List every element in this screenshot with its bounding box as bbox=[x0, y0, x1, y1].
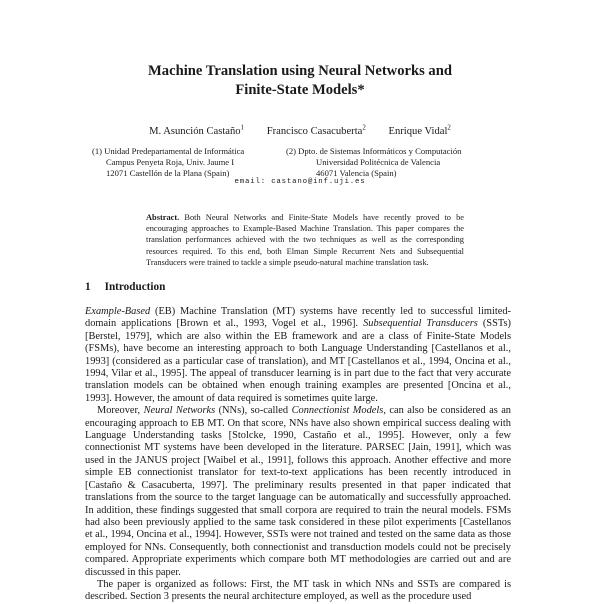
italic-term: Subsequential Transducers bbox=[363, 318, 478, 330]
section-number: 1 bbox=[85, 281, 91, 293]
text-run: (EB) Machine Translation (MT) systems have recently led to successful limited-domain applications [Brown et al., 1993, Vogel et al., 1996]. bbox=[85, 306, 511, 330]
paper-title bbox=[0, 62, 600, 100]
paragraph-2 bbox=[85, 405, 511, 579]
author-3: Enrique Vidal$^2$ bbox=[388, 123, 451, 137]
text-run: (NNs), so-called bbox=[215, 405, 292, 417]
affiliation-2-line-1: (2) Dpto. de Sistemas Informáticos y Computación bbox=[286, 146, 462, 156]
text-run: Moreover, bbox=[97, 405, 144, 417]
author-list bbox=[0, 121, 600, 138]
section-title: Introduction bbox=[104, 281, 166, 293]
author-1: M. Asunción Castaño$^1$ bbox=[149, 123, 245, 137]
italic-term: Example-Based bbox=[85, 306, 151, 317]
section-heading bbox=[85, 281, 165, 293]
abstract bbox=[146, 212, 464, 268]
title-line-1: Machine Translation using Neural Networks and bbox=[148, 63, 452, 79]
text-run: (SSTs) [Berstel, 1979], which are also within the EB framework and are a class of Finite-State Models (FSMs), have become an interesting approach to both Language Understanding [Castellanos et al., 1993] (considered as a particular case of translation), and MT [Castellanos et al., 1994, Oncina et al., 1994, Vilar et al., 1995]. The appeal of transducer learning is in part due to the fact that very accurate translation models can be obtained when enough training examples are presented [Oncina et al., 1993]. However, the amount of data required is sometimes quite large. bbox=[85, 318, 511, 404]
body-text bbox=[85, 306, 511, 604]
affiliation-1-line-2: Campus Penyeta Roja, Univ. Jaume I bbox=[106, 157, 235, 167]
affiliation-1-line-1: (1) Unidad Predepartamental de Informática bbox=[92, 146, 245, 156]
text-run: , can also be considered as an encouraging approach to EB MT. On that score, NNs have also shown empirical success dealing with Language Understanding tasks [Stolcke, 1990, Castaño et al., 1995]. However, only a few connectionist MT systems have been developed in the literature. PARSEC [Jain, 1991], which was used in the JANUS project [Waibel et al., 1991], follows this approach. Another effective and more simple EB connectionist translator for text-to-text applications has been recently introduced in [Castaño & Casacuberta, 1997]. The preliminary results presented in that paper indicated that translations from the source to the target language can be automatically and successfully approached. In addition, these findings suggested that small corpora are required to train the neural models. FSMs had also been previously applied to the same task considered in these pilot experiments [Castellanos et al., 1994, Oncina et al., 1994]. However, SSTs were not trained and tested on the same data as those employed for NNs. Consequently, both connectionist and transduction models could not be precisely compared. Appropriate experiments which compare both MT methodologies are carried out and are discussed in this paper. bbox=[85, 405, 512, 578]
affiliation-2 bbox=[286, 146, 461, 179]
abstract-label: Abstract. bbox=[146, 213, 180, 222]
affiliation-2-line-2: Universidad Politécnica de Valencia bbox=[316, 157, 441, 167]
abstract-text: Both Neural Networks and Finite-State Models have recently proved to be encouraging approaches to Example-Based Machine Translation. This paper compares the translation performances achieved with the two techniques as well as the corresponding resources required. To this end, both Elman Simple Recurrent Nets and Subsequential Transducers were trained to tackle a simple pseudo-natural machine translation task. bbox=[146, 213, 464, 267]
affiliation-1-line-3: 12071 Castellón de la Plana (Spain) bbox=[106, 168, 230, 178]
affiliation-1 bbox=[92, 146, 244, 179]
title-line-2: Finite-State Models* bbox=[235, 82, 365, 98]
author-2: Francisco Casacuberta$^2$ bbox=[266, 123, 366, 137]
text-run: The paper is organized as follows: First, the MT task in which NNs and SSTs are compared is described. Section 3 presents the neural architecture employed, as well as the procedure used bbox=[85, 578, 511, 603]
italic-term: Neural Networks bbox=[143, 405, 216, 417]
affiliation-2-line-3: 46071 Valencia (Spain) bbox=[316, 168, 397, 178]
paragraph-1 bbox=[85, 306, 511, 405]
contact-email: email: castano@inf.uji.es bbox=[234, 178, 366, 186]
italic-term: Connectionist Models bbox=[291, 405, 384, 417]
paragraph-3 bbox=[85, 579, 511, 604]
